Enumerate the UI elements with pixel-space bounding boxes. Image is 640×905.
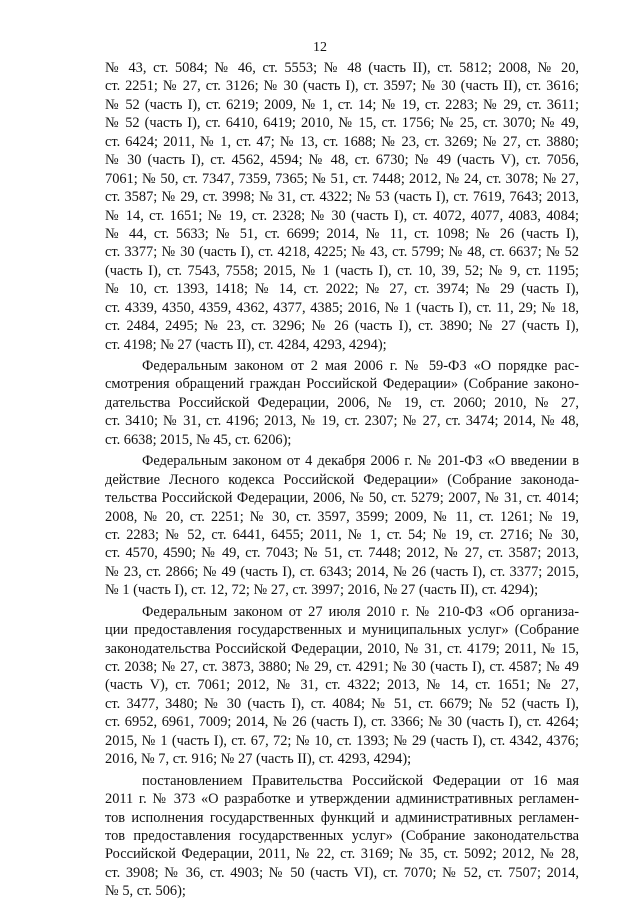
- text-line: ст. 6424; 2011, № 1, ст. 47; № 13, ст. 1688; № 23, ст. 3269; № 27, ст. 3880;: [105, 133, 579, 150]
- text-line: 7061; № 50, ст. 7347, 7359, 7365; № 51, ст. 7448; 2012, № 24, ст. 3078; № 27,: [105, 170, 579, 187]
- text-line: № 44, ст. 5633; № 51, ст. 6699; 2014, № 11, ст. 1098; № 26 (часть I),: [105, 225, 579, 242]
- text-line: ст. 2283; № 52, ст. 6441, 6455; 2011, № 1, ст. 54; № 19, ст. 2716; № 30,: [105, 526, 579, 543]
- text-line: ст. 4570, 4590; № 49, ст. 7043; № 51, ст. 7448; 2012, № 27, ст. 3587; 2013,: [105, 545, 579, 562]
- text-line: постановлением Правительства Российской Федерации от 16 мая: [142, 772, 579, 789]
- paragraph: [105, 59, 579, 354]
- text-line: ст. 6638; 2015, № 45, ст. 6206);: [105, 431, 292, 448]
- text-line: № 23, ст. 2866; № 49 (часть I), ст. 6343; 2014, № 26 (часть I), ст. 3377; 2015,: [105, 563, 579, 580]
- text-line: № 52 (часть I), ст. 6219; 2009, № 1, ст. 14; № 19, ст. 2283; № 29, ст. 3611;: [105, 96, 579, 113]
- text-line: тельства Российской Федерации, 2006, № 50, ст. 5279; 2007, № 31, ст. 4014;: [105, 490, 579, 507]
- text-line: ст. 4198; № 27 (часть II), ст. 4284, 4293, 4294);: [105, 336, 387, 353]
- paragraph: [105, 772, 579, 901]
- text-line: законодательства Российской Федерации, 2010, № 31, ст. 4179; 2011, № 15,: [105, 640, 579, 657]
- text-line: дательства Российской Федерации, 2006, № 19, ст. 2060; 2010, № 27,: [105, 394, 579, 411]
- text-line: ст. 3377; № 30 (часть I), ст. 4218, 4225; № 43, ст. 5799; № 48, ст. 6637; № 52: [105, 244, 579, 261]
- text-line: ст. 3587; № 29, ст. 3998; № 31, ст. 4322; № 53 (часть I), ст. 7619, 7643; 2013,: [105, 189, 579, 206]
- text-line: № 52 (часть I), ст. 6410, 6419; 2010, № 15, ст. 1756; № 25, ст. 3070; № 49,: [105, 115, 579, 132]
- text-line: (часть I), ст. 7543, 7558; 2015, № 1 (часть I), ст. 10, 39, 52; № 9, ст. 1195;: [105, 262, 579, 279]
- text-line: № 10, ст. 1393, 1418; № 14, ст. 2022; № 27, ст. 3974; № 29 (часть I),: [105, 281, 579, 298]
- text-line: 2008, № 20, ст. 2251; № 30, ст. 3597, 3599; 2009, № 11, ст. 1261; № 19,: [105, 508, 579, 525]
- text-line: ст. 3410; № 31, ст. 4196; 2013, № 19, ст. 2307; № 27, ст. 3474; 2014, № 48,: [105, 413, 579, 430]
- text-line: № 30 (часть I), ст. 4562, 4594; № 48, ст. 6730; № 49 (часть V), ст. 7056,: [105, 152, 579, 169]
- text-line: ст. 4339, 4350, 4359, 4362, 4377, 4385; 2016, № 1 (часть I), ст. 11, 29; № 18,: [105, 299, 579, 316]
- text-line: № 1 (часть I), ст. 12, 72; № 27, ст. 3997; 2016, № 27 (часть II), ст. 4294);: [105, 582, 539, 599]
- paragraph: [105, 603, 579, 769]
- text-line: ст. 2484, 2495; № 23, ст. 3296; № 26 (часть I), ст. 3890; № 27 (часть I),: [105, 318, 579, 335]
- text-line: ст. 2038; № 27, ст. 3873, 3880; № 29, ст. 4291; № 30 (часть I), ст. 4587; № 49: [105, 659, 579, 675]
- paragraph: [105, 357, 579, 449]
- text-line: № 43, ст. 5084; № 46, ст. 5553; № 48 (часть II), ст. 5812; 2008, № 20,: [105, 60, 579, 76]
- text-line: № 14, ст. 1651; № 19, ст. 2328; № 30 (часть I), ст. 4072, 4077, 4083, 4084;: [105, 207, 579, 224]
- text-line: 2016, № 7, ст. 916; № 27 (часть II), ст. 4293, 4294);: [105, 751, 412, 768]
- text-line: Федеральным законом от 2 мая 2006 г. № 59-ФЗ «О порядке рас-: [142, 358, 579, 374]
- text-line: 2015, № 1 (часть I), ст. 67, 72; № 10, ст. 1393; № 29 (часть I), ст. 4342, 4376;: [105, 732, 579, 749]
- text-line: № 5, ст. 506);: [105, 883, 186, 900]
- text-line: Российской Федерации, 2011, № 22, ст. 3169; № 35, ст. 5092; 2012, № 28,: [105, 846, 579, 863]
- text-line: смотрения обращений граждан Российской Федерации» (Собрание законо-: [105, 376, 579, 393]
- paragraph: [105, 452, 579, 600]
- text-line: Федеральным законом от 4 декабря 2006 г. № 201-ФЗ «О введении в: [142, 453, 579, 470]
- page-number: 12: [313, 40, 327, 55]
- text-line: действие Лесного кодекса Российской Федерации» (Собрание законода-: [105, 471, 579, 488]
- document-body: [105, 59, 579, 901]
- text-line: Федеральным законом от 27 июля 2010 г. № 210-ФЗ «Об организа-: [142, 603, 579, 620]
- text-line: ст. 6952, 6961, 7009; 2014, № 26 (часть I), ст. 3366; № 30 (часть I), ст. 4264;: [105, 714, 579, 731]
- text-line: ст. 2251; № 27, ст. 3126; № 30 (часть I), ст. 3597; № 30 (часть II), ст. 3616;: [105, 78, 579, 95]
- text-line: ции предоставления государственных и муниципальных услуг» (Собрание: [105, 622, 579, 639]
- text-line: тов предоставления государственных услуг» (Собрание законодательства: [105, 827, 579, 844]
- text-line: ст. 3908; № 36, ст. 4903; № 50 (часть VI), ст. 7070; № 52, ст. 7507; 2014,: [105, 864, 579, 881]
- text-line: (часть V), ст. 7061; 2012, № 31, ст. 4322; 2013, № 14, ст. 1651; № 27,: [105, 677, 579, 694]
- text-line: 2011 г. № 373 «О разработке и утверждении административных регламен-: [105, 791, 579, 808]
- text-line: тов исполнения государственных функций и административных регламен-: [105, 809, 579, 826]
- text-line: ст. 3477, 3480; № 30 (часть I), ст. 4084; № 51, ст. 6679; № 52 (часть I),: [105, 695, 579, 712]
